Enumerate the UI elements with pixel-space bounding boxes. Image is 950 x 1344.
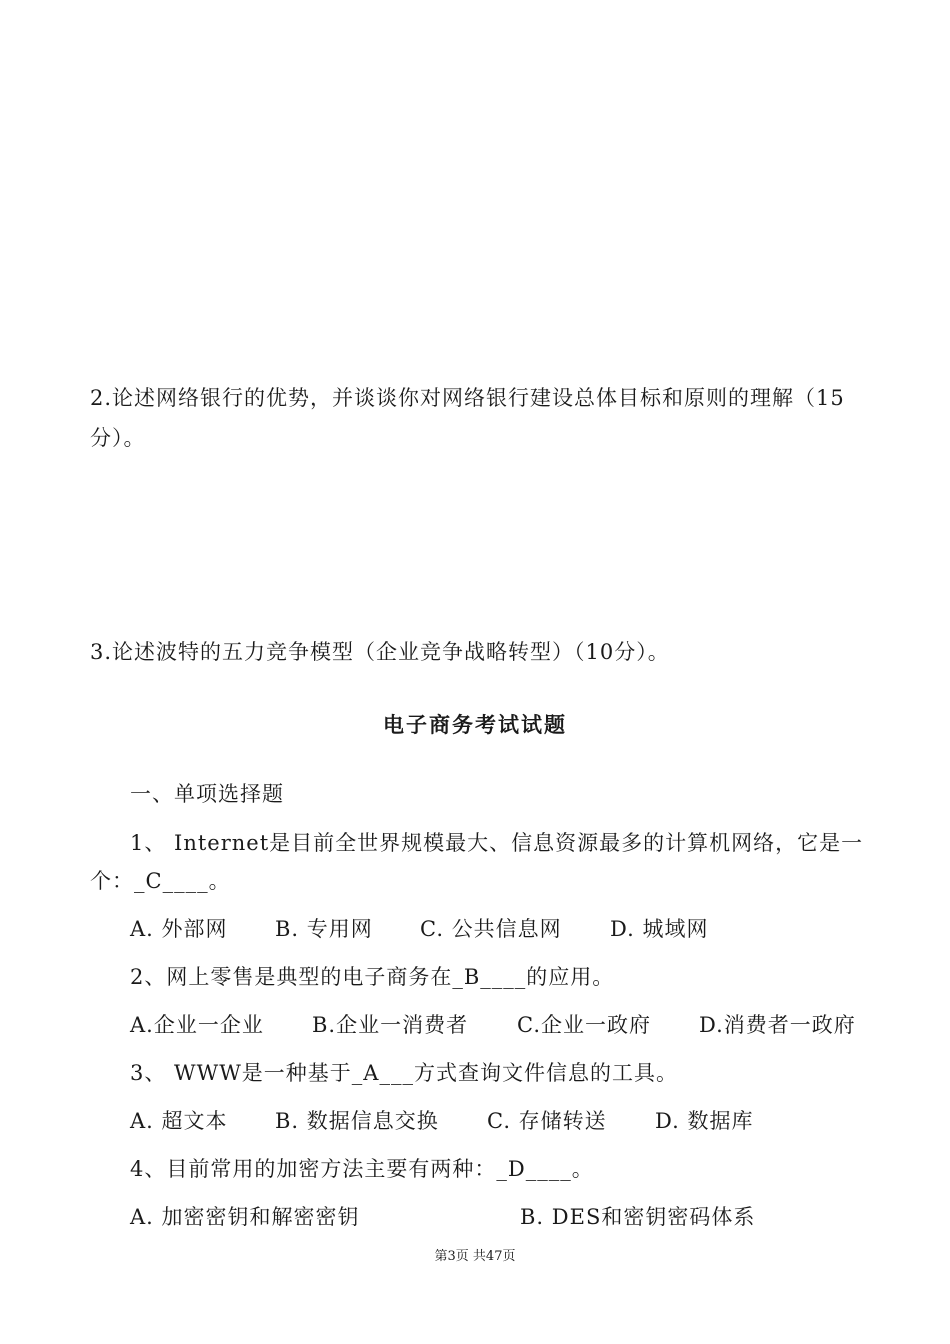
option-a: A. 外部网 (130, 917, 228, 941)
essay-question-2-line-2: 分）。 (90, 426, 146, 450)
option-b: B. DES和密钥密码体系 (520, 1205, 756, 1229)
question-2: 2、网上零售是典型的电子商务在_B____的应用。 (130, 965, 615, 989)
exam-title: 电子商务考试试题 (383, 712, 567, 737)
question-2-options (130, 1011, 856, 1039)
question-1-options (130, 915, 708, 943)
option-a: A. 加密密钥和解密密钥 (130, 1205, 360, 1229)
question-1-line-1: 1、 Internet是目前全世界规模最大、信息资源最多的计算机网络，它是一 (130, 831, 864, 855)
question-4: 4、目前常用的加密方法主要有两种：_D____。 (130, 1157, 594, 1181)
question-1-line-2: 个：_C____。 (90, 869, 231, 893)
essay-question-3: 3.论述波特的五力竞争模型（企业竞争战略转型）（10分）。 (90, 640, 670, 664)
question-3-options (130, 1107, 753, 1135)
option-b: B.企业一消费者 (312, 1013, 469, 1037)
option-b: B. 数据信息交换 (275, 1109, 439, 1133)
page-number-footer: 第3页 共47页 (434, 1249, 516, 1264)
option-c: C. 存储转送 (487, 1109, 607, 1133)
question-4-options (130, 1203, 755, 1231)
essay-question-2-line-1: 2.论述网络银行的优势，并谈谈你对网络银行建设总体目标和原则的理解（15 (90, 386, 845, 410)
section-heading-single-choice: 一、单项选择题 (130, 782, 284, 806)
option-a: A.企业一企业 (130, 1013, 264, 1037)
option-c: C.企业一政府 (517, 1013, 651, 1037)
option-b: B. 专用网 (275, 917, 373, 941)
option-c: C. 公共信息网 (420, 917, 562, 941)
option-d: D.消费者一政府 (699, 1013, 856, 1037)
option-d: D. 数据库 (655, 1109, 754, 1133)
option-a: A. 超文本 (130, 1109, 228, 1133)
question-3: 3、 WWW是一种基于_A___方式查询文件信息的工具。 (130, 1061, 678, 1085)
option-d: D. 城域网 (610, 917, 709, 941)
